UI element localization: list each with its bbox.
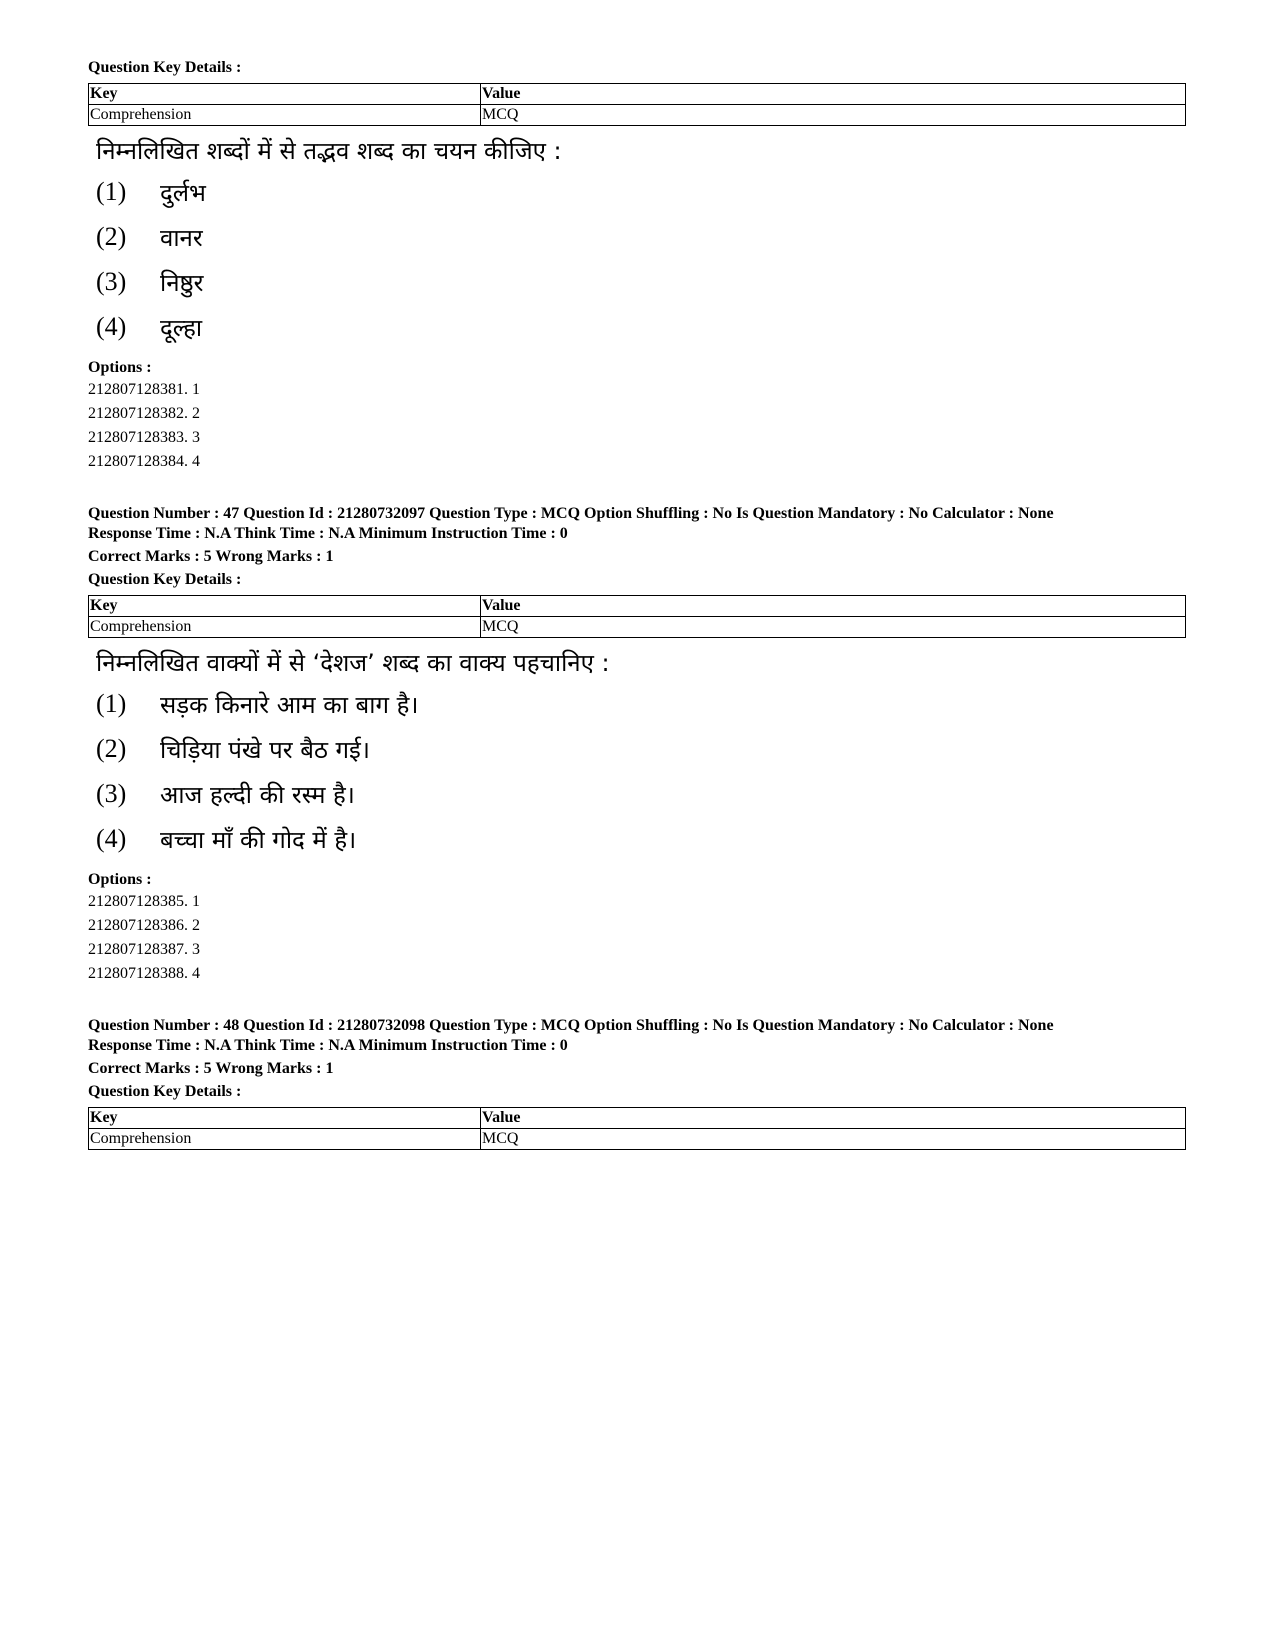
option-text: वानर bbox=[160, 223, 203, 252]
options-label: Options : bbox=[88, 359, 152, 376]
options-list bbox=[88, 870, 1186, 986]
question-timing-line: Response Time : N.A Think Time : N.A Minimum Instruction Time : 0 bbox=[88, 1037, 568, 1054]
option-id: 212807128385. 1 bbox=[88, 893, 200, 910]
marks-line: Correct Marks : 5 Wrong Marks : 1 bbox=[88, 1060, 334, 1077]
value-header: Value bbox=[481, 1108, 1186, 1129]
table-header-row bbox=[89, 84, 1186, 105]
value-cell: MCQ bbox=[481, 105, 1186, 126]
question-option bbox=[96, 305, 1186, 350]
table-header-row bbox=[89, 1108, 1186, 1129]
key-cell: Comprehension bbox=[89, 1129, 481, 1150]
option-text: आज हल्दी की रस्म है। bbox=[160, 780, 355, 809]
value-header: Value bbox=[481, 84, 1186, 105]
key-header: Key bbox=[89, 596, 481, 617]
option-number: (4) bbox=[96, 824, 127, 854]
question-option bbox=[96, 682, 1186, 727]
key-cell: Comprehension bbox=[89, 617, 481, 638]
option-number: (1) bbox=[96, 177, 127, 207]
value-cell: MCQ bbox=[481, 617, 1186, 638]
option-id: 212807128388. 4 bbox=[88, 965, 200, 982]
option-text: निष्ठुर bbox=[160, 268, 204, 297]
question-option bbox=[96, 817, 1186, 862]
option-number: (3) bbox=[96, 267, 127, 297]
option-text: चिड़िया पंखे पर बैठ गई। bbox=[160, 735, 370, 764]
options-label: Options : bbox=[88, 871, 152, 888]
question-option bbox=[96, 260, 1186, 305]
question-option bbox=[96, 727, 1186, 772]
option-id: 212807128381. 1 bbox=[88, 381, 200, 398]
table-row bbox=[89, 105, 1186, 126]
option-id: 212807128387. 3 bbox=[88, 941, 200, 958]
option-id: 212807128383. 3 bbox=[88, 429, 200, 446]
option-id: 212807128386. 2 bbox=[88, 917, 200, 934]
option-number: (2) bbox=[96, 734, 127, 764]
question-text: निम्नलिखित वाक्यों में से ‘देशज’ शब्द का वाक्य पहचानिए : bbox=[96, 649, 610, 677]
option-text: सड़क किनारे आम का बाग है। bbox=[160, 690, 419, 719]
key-header: Key bbox=[89, 84, 481, 105]
key-details-table bbox=[88, 595, 1186, 638]
key-details-table bbox=[88, 83, 1186, 126]
option-id: 212807128384. 4 bbox=[88, 453, 200, 470]
key-cell: Comprehension bbox=[89, 105, 481, 126]
question-image bbox=[88, 132, 1186, 350]
options-list bbox=[88, 358, 1186, 474]
question-image bbox=[88, 644, 1186, 862]
table-row bbox=[89, 1129, 1186, 1150]
table-row bbox=[89, 617, 1186, 638]
question-option bbox=[96, 215, 1186, 260]
key-header: Key bbox=[89, 1108, 481, 1129]
marks-line: Correct Marks : 5 Wrong Marks : 1 bbox=[88, 548, 334, 565]
value-cell: MCQ bbox=[481, 1129, 1186, 1150]
table-header-row bbox=[89, 596, 1186, 617]
key-details-table bbox=[88, 1107, 1186, 1150]
document-page bbox=[88, 58, 1186, 1150]
key-details-label: Question Key Details : bbox=[88, 1083, 242, 1100]
option-number: (2) bbox=[96, 222, 127, 252]
question-option bbox=[96, 170, 1186, 215]
option-number: (4) bbox=[96, 312, 127, 342]
question-block-47 bbox=[88, 504, 1186, 986]
question-meta-line: Question Number : 48 Question Id : 21280732098 Question Type : MCQ Option Shuffling : No Is Question Mandatory : No Calculator : None bbox=[88, 1017, 1054, 1034]
question-text: निम्नलिखित शब्दों में से तद्भव शब्द का चयन कीजिए : bbox=[96, 137, 562, 165]
option-id: 212807128382. 2 bbox=[88, 405, 200, 422]
option-number: (1) bbox=[96, 689, 127, 719]
key-details-label: Question Key Details : bbox=[88, 571, 242, 588]
option-text: दुर्लभ bbox=[160, 178, 206, 207]
option-text: दूल्हा bbox=[160, 313, 203, 342]
question-block-48 bbox=[88, 1016, 1186, 1150]
question-block-46 bbox=[88, 58, 1186, 474]
question-timing-line: Response Time : N.A Think Time : N.A Minimum Instruction Time : 0 bbox=[88, 525, 568, 542]
value-header: Value bbox=[481, 596, 1186, 617]
question-option bbox=[96, 772, 1186, 817]
option-number: (3) bbox=[96, 779, 127, 809]
key-details-label: Question Key Details : bbox=[88, 59, 242, 76]
question-meta-line: Question Number : 47 Question Id : 21280732097 Question Type : MCQ Option Shuffling : No Is Question Mandatory : No Calculator : None bbox=[88, 505, 1054, 522]
option-text: बच्चा माँ की गोद में है। bbox=[160, 825, 357, 854]
